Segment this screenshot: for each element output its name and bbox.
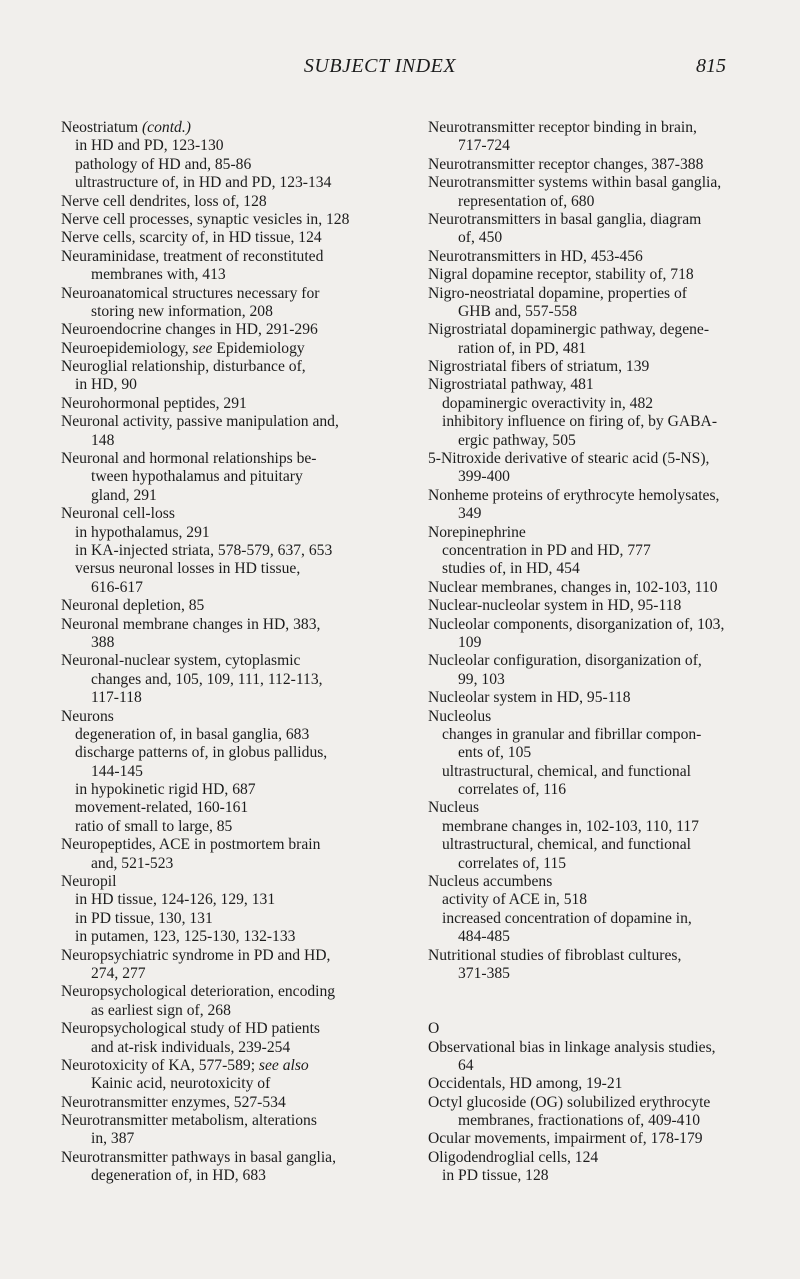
entry-text: 388	[91, 633, 115, 651]
entry-text: ultrastructural, chemical, and functional	[442, 836, 691, 854]
index-entry-continuation	[428, 193, 773, 211]
index-entry	[428, 174, 773, 192]
entry-text: Nonheme proteins of erythrocyte hemolysates,	[428, 486, 720, 504]
index-entry	[61, 119, 403, 137]
index-entry-continuation	[428, 671, 773, 689]
entry-text: in, 387	[91, 1130, 135, 1148]
entry-text: Neuropsychiatric syndrome in PD and HD,	[61, 946, 331, 964]
index-entry	[428, 450, 773, 468]
index-subentry	[428, 413, 773, 431]
section-gap	[428, 983, 773, 1001]
entry-text: increased concentration of dopamine in,	[442, 909, 692, 927]
index-subentry	[428, 891, 773, 909]
index-subentry	[61, 910, 403, 928]
index-entry	[428, 597, 773, 615]
entry-text: storing new information, 208	[91, 302, 273, 320]
entry-text: Neuronal membrane changes in HD, 383,	[61, 615, 321, 633]
entry-text: inhibitory influence on firing of, by GABA-	[442, 413, 718, 431]
index-entry	[61, 1112, 403, 1130]
index-entry	[428, 156, 773, 174]
index-entry-continuation	[428, 634, 773, 652]
entry-text: Neurotransmitter pathways in basal ganglia,	[61, 1148, 336, 1166]
index-entry-continuation	[428, 468, 773, 486]
entry-text: 109	[458, 633, 482, 651]
entry-text: Neurotransmitter receptor binding in brain,	[428, 119, 697, 136]
entry-text: and at-risk individuals, 239-254	[91, 1038, 291, 1056]
entry-text: of, 450	[458, 229, 503, 247]
index-entry	[61, 450, 403, 468]
index-entry	[428, 579, 773, 597]
entry-text: Nigral dopamine receptor, stability of, 718	[428, 266, 694, 284]
index-entry	[428, 119, 773, 137]
index-entry	[61, 211, 403, 229]
entry-text: 117-118	[91, 689, 142, 707]
entry-italic-text: (contd.)	[141, 119, 191, 136]
index-entry	[428, 358, 773, 376]
index-entry	[61, 395, 403, 413]
entry-text: ration of, in PD, 481	[458, 339, 587, 357]
entry-text: Neurons	[61, 707, 114, 725]
index-entry-continuation	[61, 1130, 403, 1148]
index-entry	[428, 487, 773, 505]
entry-text: ratio of small to large, 85	[75, 817, 233, 835]
entry-text: movement-related, 160-161	[75, 799, 249, 817]
entry-text: changes and, 105, 109, 111, 112-113,	[91, 670, 323, 688]
entry-text: Nigro-neostriatal dopamine, properties of	[428, 284, 687, 302]
entry-text: Neuronal-nuclear system, cytoplasmic	[61, 652, 301, 670]
index-entry	[61, 413, 403, 431]
index-subentry	[428, 910, 773, 928]
entry-text: Nerve cells, scarcity of, in HD tissue, 124	[61, 229, 322, 247]
entry-text: gland, 291	[91, 486, 157, 504]
entry-text: 274, 277	[91, 964, 146, 982]
entry-text: correlates of, 115	[458, 854, 567, 872]
entry-text: Neostriatum	[61, 119, 142, 136]
entry-text: tween hypothalamus and pituitary	[91, 468, 303, 486]
index-entry-continuation	[428, 340, 773, 358]
entry-text: degeneration of, in HD, 683	[91, 1167, 266, 1185]
index-entry-continuation	[428, 928, 773, 946]
entry-text: O	[428, 1020, 440, 1038]
index-entry	[61, 947, 403, 965]
index-entry	[428, 321, 773, 339]
index-subentry	[428, 542, 773, 560]
entry-text: in HD and PD, 123-130	[75, 137, 224, 155]
entry-text: Nucleus	[428, 799, 480, 817]
entry-text: Neuraminidase, treatment of reconstituted	[61, 247, 324, 265]
index-entry-continuation	[428, 137, 773, 155]
entry-text: Nerve cell dendrites, loss of, 128	[61, 192, 267, 210]
index-entry	[61, 708, 403, 726]
entry-text: in PD tissue, 128	[442, 1167, 549, 1185]
index-entry-continuation	[428, 781, 773, 799]
entry-text: Neuronal and hormonal relationships be-	[61, 450, 317, 468]
entry-text: as earliest sign of, 268	[91, 1001, 231, 1019]
index-subentry	[428, 763, 773, 781]
index-entry	[61, 652, 403, 670]
entry-text: studies of, in HD, 454	[442, 560, 580, 578]
index-entry	[428, 376, 773, 394]
index-subentry	[61, 928, 403, 946]
index-entry	[61, 229, 403, 247]
index-entry	[428, 616, 773, 634]
entry-text: in PD tissue, 130, 131	[75, 909, 213, 927]
entry-text: degeneration of, in basal ganglia, 683	[75, 725, 310, 743]
entry-text: 99, 103	[458, 670, 505, 688]
index-entry-continuation	[428, 229, 773, 247]
entry-text: Neurohormonal peptides, 291	[61, 394, 247, 412]
index-column-right	[428, 119, 773, 1186]
entry-text: Norepinephrine	[428, 523, 526, 541]
index-entry-continuation	[428, 303, 773, 321]
index-entry-continuation	[428, 432, 773, 450]
index-entry-continuation	[61, 763, 403, 781]
entry-text: 144-145	[91, 762, 143, 780]
entry-text: in HD, 90	[75, 376, 137, 394]
entry-text: pathology of HD and, 85-86	[75, 155, 252, 173]
index-entry	[61, 193, 403, 211]
index-entry	[428, 947, 773, 965]
entry-text: in hypokinetic rigid HD, 687	[75, 781, 256, 799]
entry-text: concentration in PD and HD, 777	[442, 541, 651, 559]
entry-text: 717-724	[458, 137, 510, 155]
entry-text: Kainic acid, neurotoxicity of	[91, 1075, 271, 1093]
index-entry-continuation	[61, 487, 403, 505]
entry-text: 616-617	[91, 578, 143, 596]
index-entry-continuation	[61, 1167, 403, 1185]
index-entry	[61, 1020, 403, 1038]
entry-text: Nucleolus	[428, 707, 492, 725]
index-entry	[428, 1075, 773, 1093]
section-gap	[428, 1002, 773, 1020]
entry-text: Observational bias in linkage analysis studies,	[428, 1038, 716, 1056]
entry-text: Nigrostriatal dopaminergic pathway, degene-	[428, 321, 710, 339]
index-entry	[61, 1149, 403, 1167]
entry-text: ergic pathway, 505	[458, 431, 576, 449]
entry-text: Neurotransmitter systems within basal ganglia,	[428, 174, 722, 192]
index-entry	[428, 689, 773, 707]
index-entry	[61, 1057, 403, 1075]
index-entry	[61, 873, 403, 891]
entry-text: Neuropeptides, ACE in postmortem brain	[61, 836, 321, 854]
index-subentry	[428, 395, 773, 413]
index-entry	[61, 1094, 403, 1112]
index-entry	[61, 358, 403, 376]
index-entry-continuation	[61, 855, 403, 873]
index-entry	[428, 1149, 773, 1167]
index-entry	[61, 597, 403, 615]
index-entry	[428, 211, 773, 229]
index-entry-continuation	[428, 1112, 773, 1130]
entry-text: 371-385	[458, 964, 510, 982]
entry-text: Octyl glucoside (OG) solubilized erythrocyte	[428, 1093, 711, 1111]
entry-text: discharge patterns of, in globus pallidus,	[75, 744, 328, 762]
index-entry	[61, 836, 403, 854]
index-entry-continuation	[61, 1075, 403, 1093]
index-entry	[61, 983, 403, 1001]
entry-text: Neurotoxicity of KA, 577-589;	[61, 1056, 259, 1074]
index-entry	[61, 248, 403, 266]
entry-text: membranes with, 413	[91, 266, 226, 284]
entry-text: Oligodendroglial cells, 124	[428, 1148, 599, 1166]
entry-text: in HD tissue, 124-126, 129, 131	[75, 891, 276, 909]
entry-text: Nerve cell processes, synaptic vesicles in, 128	[61, 210, 350, 228]
entry-text: Neuroendocrine changes in HD, 291-296	[61, 321, 318, 339]
entry-text: and, 521-523	[91, 854, 174, 872]
entry-text: 5-Nitroxide derivative of stearic acid (5-NS),	[428, 450, 710, 468]
entry-text: Ocular movements, impairment of, 178-179	[428, 1130, 703, 1148]
index-entry	[428, 524, 773, 542]
index-entry-continuation	[61, 1002, 403, 1020]
entry-text: 484-485	[458, 928, 510, 946]
index-entry	[61, 505, 403, 523]
entry-text: changes in granular and fibrillar compon-	[442, 725, 702, 743]
index-entry-continuation	[61, 303, 403, 321]
entry-italic-text: see	[192, 339, 213, 357]
entry-text: Nigrostriatal fibers of striatum, 139	[428, 358, 650, 376]
entry-text: membrane changes in, 102-103, 110, 117	[442, 817, 699, 835]
index-entry	[428, 266, 773, 284]
index-subentry	[61, 156, 403, 174]
entry-text: Nucleolar configuration, disorganization of,	[428, 652, 702, 670]
index-subentry	[428, 726, 773, 744]
entry-text: 148	[91, 431, 115, 449]
entry-text: Neuropsychological deterioration, encoding	[61, 983, 336, 1001]
index-subentry	[61, 560, 403, 578]
index-entry	[428, 1039, 773, 1057]
index-entry-continuation	[61, 634, 403, 652]
page-number: 815	[696, 55, 726, 77]
index-entry	[428, 799, 773, 817]
index-subentry	[61, 137, 403, 155]
index-entry-continuation	[61, 1039, 403, 1057]
entry-text: Neuroanatomical structures necessary for	[61, 284, 320, 302]
index-entry-continuation	[61, 689, 403, 707]
index-subentry	[428, 818, 773, 836]
entry-text: Neurotransmitter metabolism, alterations	[61, 1112, 317, 1130]
index-subentry	[61, 781, 403, 799]
index-entry-continuation	[61, 671, 403, 689]
index-subentry	[61, 818, 403, 836]
entry-text: Neuroepidemiology,	[61, 339, 193, 357]
index-subentry	[61, 542, 403, 560]
index-entry	[428, 285, 773, 303]
index-subentry	[61, 174, 403, 192]
entry-text: 64	[458, 1056, 474, 1074]
index-entry-continuation	[61, 579, 403, 597]
entry-text: ultrastructural, chemical, and functional	[442, 762, 691, 780]
entry-text: in putamen, 123, 125-130, 132-133	[75, 928, 296, 946]
entry-text: Neurotransmitter enzymes, 527-534	[61, 1093, 286, 1111]
index-entry-continuation	[61, 266, 403, 284]
entry-italic-text: see also	[258, 1056, 309, 1074]
entry-text: Neuroglial relationship, disturbance of,	[61, 358, 306, 376]
index-entry	[61, 616, 403, 634]
entry-text: correlates of, 116	[458, 781, 567, 799]
running-head	[0, 55, 800, 79]
entry-text: in KA-injected striata, 578-579, 637, 653	[75, 541, 333, 559]
index-subentry	[428, 1167, 773, 1185]
entry-text: membranes, fractionations of, 409-410	[458, 1112, 701, 1130]
index-entry-continuation	[428, 855, 773, 873]
entry-text: Nutritional studies of fibroblast cultures,	[428, 946, 682, 964]
entry-text: Epidemiology	[212, 339, 305, 357]
entry-text: Neurotransmitters in HD, 453-456	[428, 247, 643, 265]
entry-text: Neuropsychological study of HD patients	[61, 1020, 320, 1038]
index-entry	[428, 1130, 773, 1148]
entry-text: in hypothalamus, 291	[75, 523, 210, 541]
page-title: SUBJECT INDEX	[303, 55, 457, 77]
entry-text: ents of, 105	[458, 744, 532, 762]
index-entry-continuation	[428, 744, 773, 762]
entry-text: Neurotransmitters in basal ganglia, diagram	[428, 210, 702, 228]
entry-text: Neuronal cell-loss	[61, 505, 175, 523]
entry-text: dopaminergic overactivity in, 482	[442, 394, 654, 412]
index-subentry	[61, 726, 403, 744]
index-subentry	[61, 524, 403, 542]
entry-text: 349	[458, 505, 482, 523]
entry-text: Neuronal activity, passive manipulation and,	[61, 413, 339, 431]
index-entry	[61, 340, 403, 358]
entry-text: representation of, 680	[458, 192, 595, 210]
entry-text: GHB and, 557-558	[458, 302, 578, 320]
index-column-left	[61, 119, 403, 1186]
index-entry	[428, 708, 773, 726]
index-subentry	[61, 376, 403, 394]
index-entry-continuation	[61, 965, 403, 983]
index-subentry	[61, 744, 403, 762]
entry-text: Nuclear-nucleolar system in HD, 95-118	[428, 597, 682, 615]
index-entry-continuation	[61, 432, 403, 450]
entry-text: Occidentals, HD among, 19-21	[428, 1075, 623, 1093]
index-subentry	[61, 891, 403, 909]
index-entry-continuation	[61, 468, 403, 486]
index-entry	[428, 652, 773, 670]
entry-text: Nigrostriatal pathway, 481	[428, 376, 594, 394]
index-entry	[428, 1094, 773, 1112]
index-entry	[428, 248, 773, 266]
index-entry	[428, 873, 773, 891]
entry-text: Neuropil	[61, 873, 117, 891]
index-entry-continuation	[428, 1057, 773, 1075]
entry-text: Nuclear membranes, changes in, 102-103, 110	[428, 578, 718, 596]
index-entry	[428, 1020, 773, 1038]
entry-text: activity of ACE in, 518	[442, 891, 588, 909]
index-entry-continuation	[428, 965, 773, 983]
entry-text: versus neuronal losses in HD tissue,	[75, 560, 301, 578]
entry-text: ultrastructure of, in HD and PD, 123-134	[75, 174, 332, 192]
entry-text: Nucleolar components, disorganization of, 103,	[428, 615, 725, 633]
entry-text: Nucleolar system in HD, 95-118	[428, 689, 631, 707]
index-subentry	[428, 560, 773, 578]
index-entry-continuation	[428, 505, 773, 523]
index-entry	[61, 285, 403, 303]
entry-text: Nucleus accumbens	[428, 873, 553, 891]
entry-text: 399-400	[458, 468, 510, 486]
index-entry	[61, 321, 403, 339]
index-subentry	[428, 836, 773, 854]
index-subentry	[61, 799, 403, 817]
entry-text: Neurotransmitter receptor changes, 387-388	[428, 155, 704, 173]
entry-text: Neuronal depletion, 85	[61, 597, 205, 615]
